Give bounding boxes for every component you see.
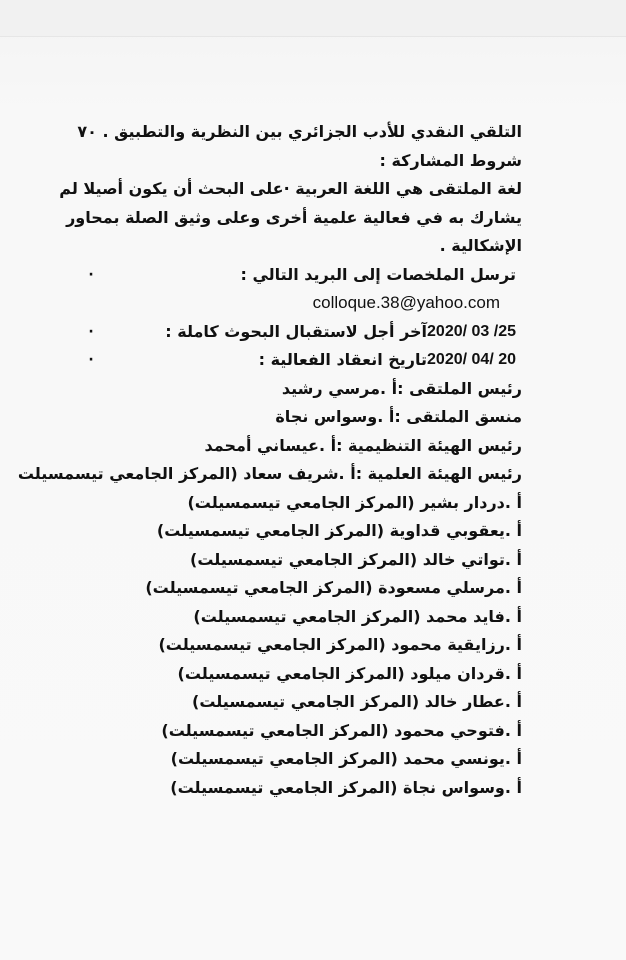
event-date-row: [82, 346, 522, 375]
committee-member: أ .تواتي خالد (المركز الجامعي تيسمسيلت): [190, 549, 522, 569]
deadline-label: آخر أجل لاستقبال البحوث كاملة :: [165, 321, 428, 341]
conference-president: رئيس الملتقى :أ .مرسي رشيد: [281, 378, 522, 398]
conditions-line: يشارك به في فعالية علمية أخرى وعلى وثيق الصلة بمحاور: [66, 207, 522, 227]
committee-member: أ .فايد محمد (المركز الجامعي تيسمسيلت): [193, 606, 522, 626]
abstracts-row: [82, 261, 522, 290]
conditions-heading: شروط المشاركة :: [379, 150, 522, 170]
committee-member: أ .مرسلي مسعودة (المركز الجامعي تيسمسيلت): [145, 578, 522, 597]
committee-member: أ .وسواس نجاة (المركز الجامعي تيسمسيلت): [170, 777, 522, 797]
contact-email: colloque.38@yahoo.com: [312, 293, 500, 312]
event-date-label: تاريخ انعقاد الفعالية :: [258, 350, 428, 369]
committee-member: أ .يونسي محمد (المركز الجامعي تيسمسيلت): [170, 749, 522, 768]
bullet-icon: ·: [88, 266, 94, 283]
committee-member: أ .يعقوبي قداوية (المركز الجامعي تيسمسيلت): [156, 521, 522, 540]
top-strip: [0, 0, 626, 37]
event-date: 2020/ 04/ 20: [427, 351, 516, 368]
bullet-icon: ·: [88, 323, 94, 340]
organizing-committee-head: رئيس الهيئة التنظيمية :أ .عيساني أمحمد: [204, 435, 522, 455]
committee-member: أ .فتوحي محمود (المركز الجامعي تيسمسيلت): [161, 720, 522, 740]
deadline-date: 2020/ 03 /25: [427, 322, 516, 340]
bullet-icon: ·: [88, 352, 94, 368]
committee-member: أ .قردان ميلود (المركز الجامعي تيسمسيلت): [177, 663, 522, 683]
deadline-row: [82, 318, 522, 347]
committee-member: أ .عطار خالد (المركز الجامعي تيسمسيلت): [192, 692, 522, 711]
conditions-line: الإشكالية .: [439, 236, 522, 255]
conference-title: التلقي النقدي للأدب الجزائري بين النظرية والتطبيق . ٧٠: [77, 122, 522, 141]
document-body: [17, 118, 522, 802]
abstracts-label: ترسل الملخصات إلى البريد التالي :: [240, 264, 516, 284]
conference-coordinator: منسق الملتقى :أ .وسواس نجاة: [275, 407, 522, 426]
scientific-committee-head: رئيس الهيئة العلمية :أ .شريف سعاد (المركز الجامعي تيسمسيلت: [17, 464, 522, 483]
committee-member: أ .رزايقية محمود (المركز الجامعي تيسمسيلت): [158, 635, 522, 654]
committee-member: أ .دردار بشير (المركز الجامعي تيسمسيلت): [187, 492, 522, 512]
conditions-line: لغة الملتقى هي اللغة العربية ·على البحث أن يكون أصيلا لم: [59, 179, 522, 198]
